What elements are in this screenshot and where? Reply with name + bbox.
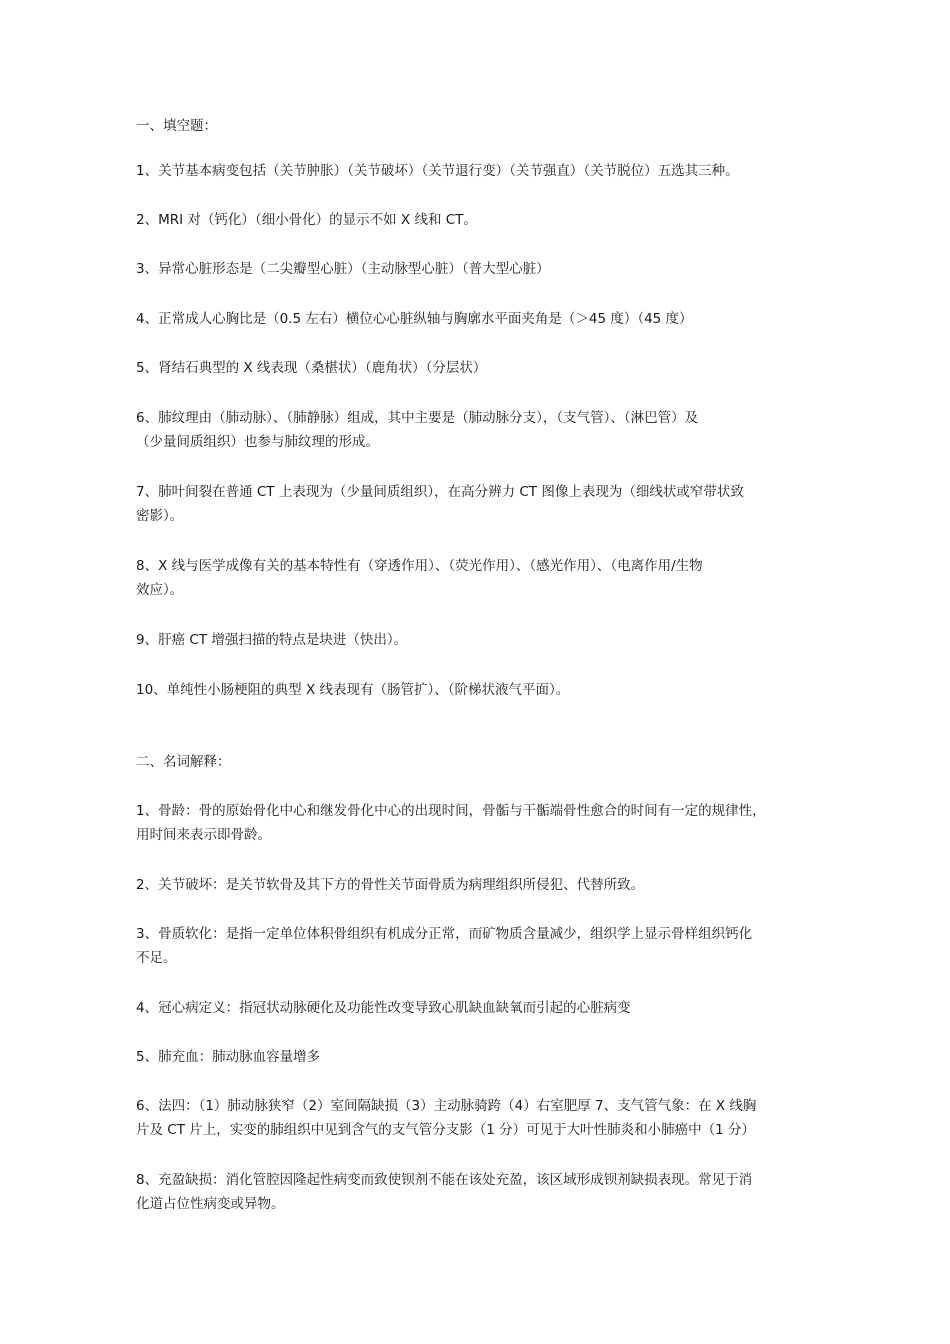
term-item-3-line-1: 3、骨质软化：是指一定单位体积骨组织有机成分正常，而矿物质含量减少，组织学上显示骨样组织钙化: [136, 926, 753, 942]
term-item-6-line-2: 片及 CT 片上，实变的肺组织中见到含气的支气管分支影（1 分）可见于大叶性肺炎和小肺癌中（1 分）: [136, 1122, 756, 1138]
fill-item-3: 3、异常心脏形态是（二尖瓣型心脏）（主动脉型心脏）（普大型心脏）: [136, 261, 550, 277]
term-item-3-line-2: 不足。: [136, 950, 177, 966]
fill-item-7-line-2: 密影）。: [136, 508, 184, 524]
fill-item-8-line-2: 效应）。: [136, 582, 184, 598]
term-item-8: [136, 1168, 826, 1216]
term-item-8-line-2: 化道占位性病变或异物。: [136, 1196, 285, 1212]
fill-item-7-line-1: 7、肺叶间裂在普通 CT 上表现为（少量间质组织），在高分辨力 CT 图像上表现为（细线状或窄带状致: [136, 484, 744, 500]
fill-item-4: 4、正常成人心胸比是（0.5 左右）横位心心脏纵轴与胸廓水平面夹角是（＞45 度）（45 度）: [136, 311, 693, 327]
fill-item-8: [136, 554, 826, 602]
fill-item-6-line-1: 6、肺纹理由（肺动脉）、（肺静脉）组成，其中主要是（肺动脉分支），（支气管）、（淋巴管）及: [136, 410, 699, 426]
term-item-1-line-1: 1、骨龄：骨的原始骨化中心和继发骨化中心的出现时间，骨骺与干骺端骨性愈合的时间有一定的规律性，: [136, 803, 766, 819]
term-item-6: [136, 1094, 826, 1142]
term-item-8-line-1: 8、充盈缺损：消化管腔因隆起性病变而致使钡剂不能在该处充盈，该区域形成钡剂缺损表现。常见于消: [136, 1172, 753, 1188]
term-item-5: 5、肺充血：肺动脉血容量增多: [136, 1049, 321, 1065]
term-item-4: 4、冠心病定义：指冠状动脉硬化及功能性改变导致心肌缺血缺氧而引起的心脏病变: [136, 1000, 631, 1016]
fill-item-6-line-2: （少量间质组织）也参与肺纹理的形成。: [136, 434, 379, 450]
term-item-2: 2、关节破坏：是关节软骨及其下方的骨性关节面骨质为病理组织所侵犯、代替所致。: [136, 877, 645, 893]
section-heading: 二、名词解释：: [136, 754, 231, 770]
fill-item-5: 5、肾结石典型的 X 线表现（桑椹状）（鹿角状）（分层状）: [136, 360, 487, 376]
fill-item-8-line-1: 8、X 线与医学成像有关的基本特性有（穿透作用）、（荧光作用）、（感光作用）、（电离作用/生物: [136, 558, 703, 574]
fill-item-2: 2、MRI 对（钙化）（细小骨化）的显示不如 X 线和 CT。: [136, 212, 477, 228]
term-item-6-line-1: 6、法四：（1）肺动脉狭窄（2）室间隔缺损（3）主动脉骑跨（4）右室肥厚 7、支气管气象：在 X 线胸: [136, 1098, 757, 1114]
section-heading: 一、填空题：: [136, 118, 217, 134]
fill-item-7: [136, 480, 826, 528]
term-item-1-line-2: 用时间来表示即骨龄。: [136, 827, 271, 843]
fill-item-6: [136, 406, 826, 454]
fill-item-10: 10、单纯性小肠梗阻的典型 X 线表现有（肠管扩）、（阶梯状液气平面）。: [136, 682, 570, 698]
term-item-3: [136, 922, 826, 970]
fill-item-9: 9、肝癌 CT 增强扫描的特点是块进（快出）。: [136, 632, 408, 648]
fill-item-1: 1、关节基本病变包括（关节肿胀）（关节破坏）（关节退行变）（关节强直）（关节脱位）五选其三种。: [136, 163, 739, 179]
term-item-1: [136, 799, 826, 847]
